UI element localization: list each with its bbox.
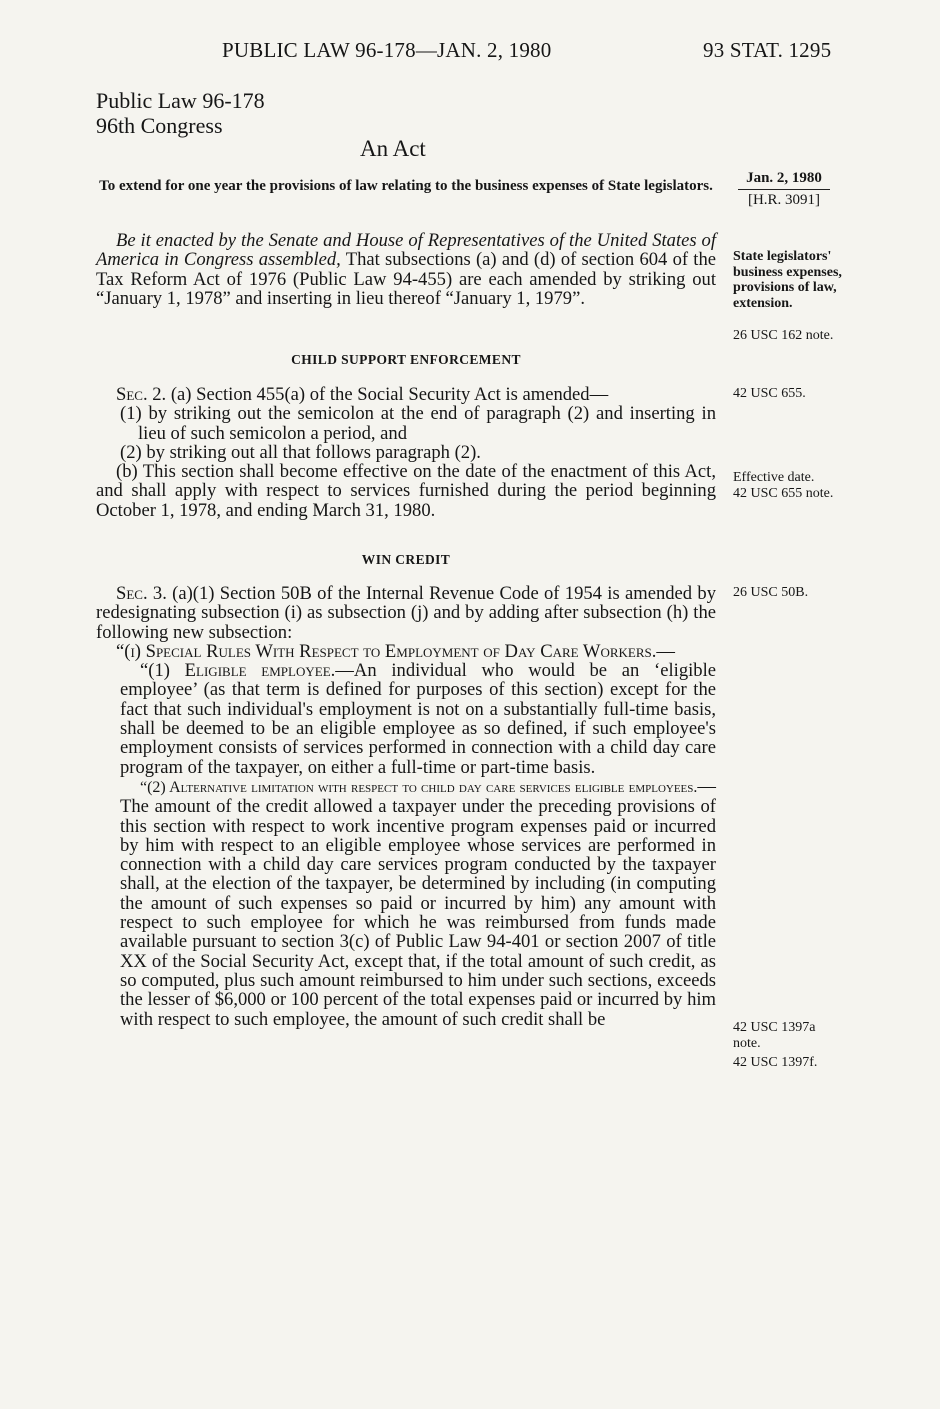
sec2-item-2: (2) by striking out all that follows paragraph (2). xyxy=(120,441,481,463)
margin-note-42usc1397f: 42 USC 1397f. xyxy=(733,1055,818,1070)
margin-note-effective-date: Effective date. xyxy=(733,470,815,485)
law-number: Public Law 96-178 xyxy=(96,88,265,113)
act-purpose: To extend for one year the provisions of law relating to the business expenses of State legislators. xyxy=(99,178,713,194)
margin-note-42usc1397a: 42 USC 1397a note. xyxy=(733,1020,816,1051)
section-2 xyxy=(96,385,716,520)
stat-citation: 93 STAT. 1295 xyxy=(703,38,832,62)
enacting-clause xyxy=(96,231,716,308)
heading-child-support: CHILD SUPPORT ENFORCEMENT xyxy=(291,352,521,367)
sec2-item-1: (1) by striking out the semicolon at the end of paragraph (2) and inserting in lieu of such semicolon a period, and xyxy=(120,403,716,444)
margin-note-42usc655-note: 42 USC 655 note. xyxy=(733,486,834,501)
margin-date: Jan. 2, 1980 xyxy=(746,170,822,186)
heading-win-credit: WIN CREDIT xyxy=(361,552,451,567)
sec3-intro: (a)(1) Section 50B of the Internal Revenue Code of 1954 is amended by redesignating subsection (i) as subsection (j) and by adding after subsection (h) the following new subsection: xyxy=(96,583,716,643)
act-label: An Act xyxy=(360,136,426,161)
sec3-subsection-i: “(i) Special Rules With Respect to Employment of Day Care Workers.— xyxy=(116,640,675,662)
margin-rule xyxy=(738,189,830,190)
enacting-formula: Be it enacted by the Senate and House of Representatives of the United States of America in Congress assembled, xyxy=(96,230,716,271)
congress: 96th Congress xyxy=(96,113,223,138)
sec2-intro: (a) Section 455(a) of the Social Security Act is amended— xyxy=(166,384,609,405)
sec3-paragraph-1 xyxy=(96,661,716,777)
margin-note-42usc655: 42 USC 655. xyxy=(733,386,806,401)
sec2-subsection-b: (b) This section shall become effective on the date of the enactment of this Act, and shall apply with respect to services furnished during the period beginning October 1, 1978, and ending March 31, 1980. xyxy=(96,461,716,521)
section-3 xyxy=(96,584,716,1029)
p1-text: —An individual who would be an ‘eligible employee’ (as that term is defined for purposes of this section) except for the fact that such individual's employment is not on a substantially full-time basis, shall be deemed to be an eligible employee as so defined, if such employee's employment consists of services performed in connection with a child day care program of the taxpayer, on either a full-time or part-time basis. xyxy=(120,660,717,778)
running-title: PUBLIC LAW 96-178—JAN. 2, 1980 xyxy=(222,38,552,62)
margin-bill-number: [H.R. 3091] xyxy=(747,192,821,208)
p1-heading: “(1) Eligible employee. xyxy=(140,660,336,682)
sec2-label: Sec. 2. xyxy=(116,384,167,405)
margin-note-26usc50b: 26 USC 50B. xyxy=(733,585,809,600)
enacting-text: That subsections (a) and (d) of section 604 of the Tax Reform Act of 1976 (Public Law 94-455) are each amended by striking out “January 1, 1978” and inserting in lieu thereof “January 1, 1979”. xyxy=(96,249,717,309)
margin-note-legislators: State legislators' business expenses, provisions of law, extension. xyxy=(733,249,842,311)
sec3-paragraph-2 xyxy=(96,777,716,1029)
sec3-label: Sec. 3. xyxy=(116,583,167,604)
p2-text: —The amount of the credit allowed a taxpayer under the preceding provisions of this section with respect to work incentive program expenses paid or incurred by him with respect to an eligible employee whose services are performed in connection with a child day care services program conducted by the taxpayer shall, at the election of the taxpayer, be determined by including (in computing the amount of such expenses so paid or incurred by him) any amount with respect to such employee for which he was reimbursed from funds made available pursuant to section 3(c) of Public Law 94-401 or section 2007 of title XX of the Social Security Act, except that, if the total amount of such credit, as so computed, plus such amount reimbursed to him under such sections, exceeds the lesser of $6,000 or 100 percent of the total expenses paid or incurred by him with respect to such employee, the amount of such credit shall be xyxy=(120,775,716,1030)
margin-note-26usc162: 26 USC 162 note. xyxy=(733,328,834,343)
p2-heading: “(2) Alternative limitation with respect to child day care services eligible employees. xyxy=(140,778,698,796)
